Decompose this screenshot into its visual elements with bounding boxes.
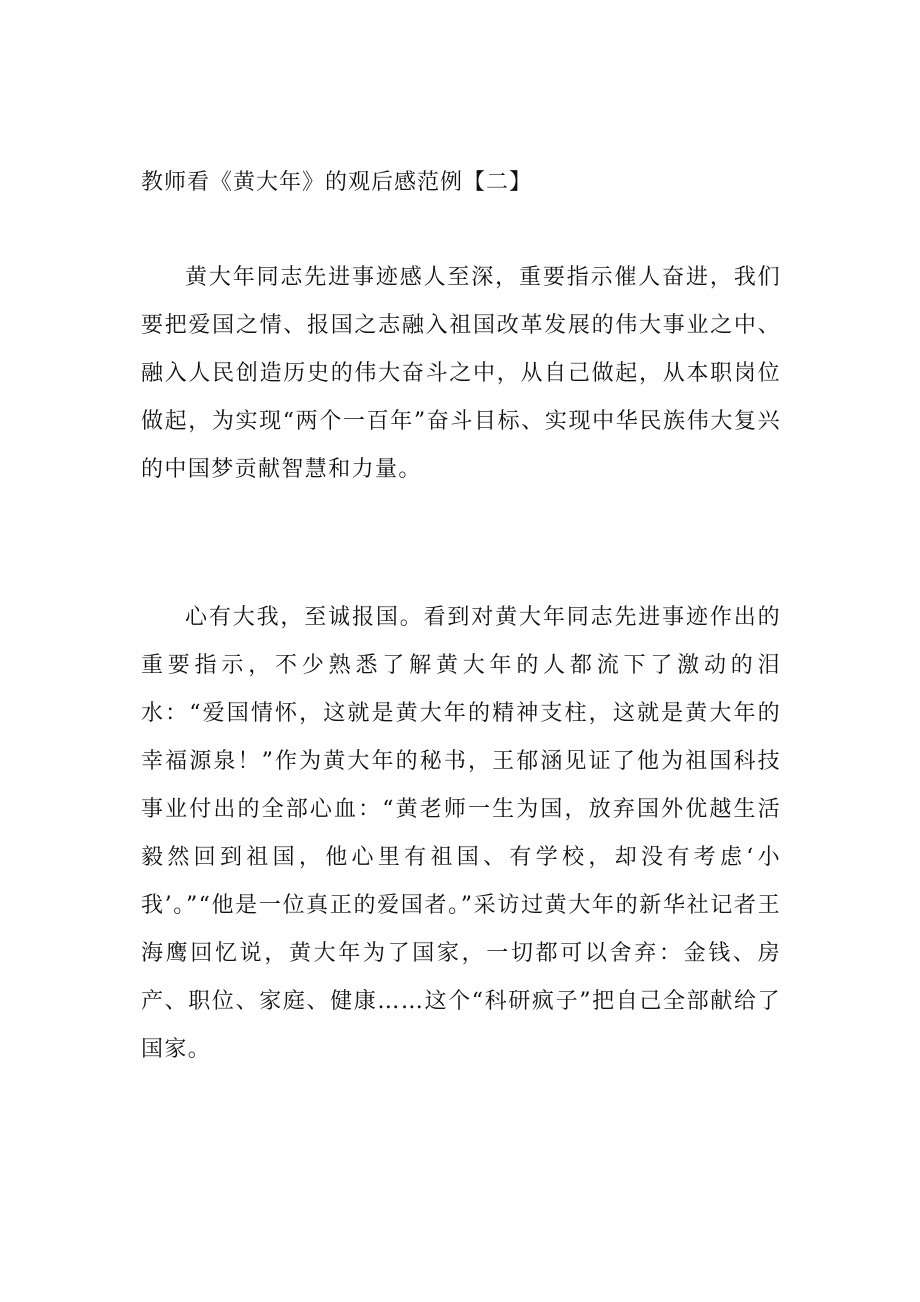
paragraph-1: 黄大年同志先进事迹感人至深，重要指示催人奋进，我们要把爱国之情、报国之志融入祖国改革发展的伟大事业之中、融入人民创造历史的伟大奋斗之中，从自己做起，从本职岗位做起，为实现“两个一百年”奋斗目标、实现中华民族伟大复兴的中国梦贡献智慧和力量。	[141, 265, 781, 482]
document-title: 教师看《黄大年》的观后感范例【二】	[141, 170, 533, 195]
paragraph-2: 心有大我，至诚报国。看到对黄大年同志先进事迹作出的重要指示，不少熟悉了解黄大年的人都流下了激动的泪水：“爱国情怀，这就是黄大年的精神支柱，这就是黄大年的幸福源泉！”作为黄大年的秘书，王郁涵见证了他为祖国科技事业付出的全部心血：“黄老师一生为国，放弃国外优越生活毅然回到祖国，他心里有祖国、有学校，却没有考虑‘小我’。”“他是一位真正的爱国者。”采访过黄大年的新华社记者王海鹰回忆说，黄大年为了国家，一切都可以舍弃：金钱、房产、职位、家庭、健康……这个“科研疯子”把自己全部献给了国家。	[141, 605, 781, 1062]
